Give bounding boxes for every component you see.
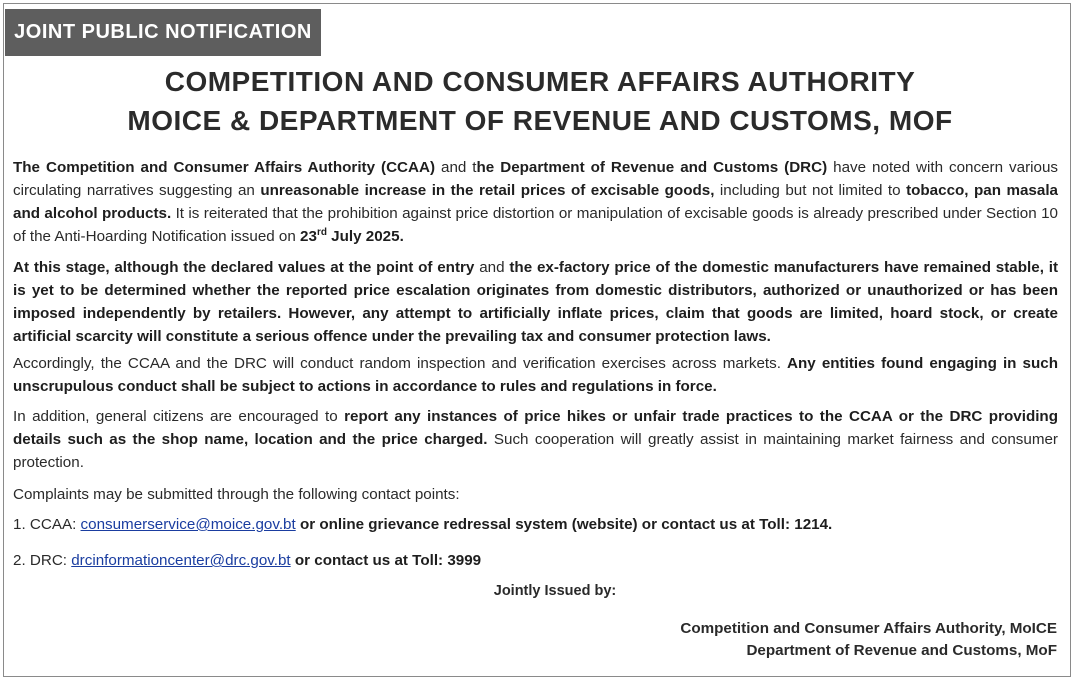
contact-ccaa — [13, 513, 1058, 536]
contact-drc-prefix: 2. DRC: — [13, 552, 72, 569]
paragraph-3 — [13, 352, 1058, 398]
p1-text-4: It is reiterated that the prohibition against price distortion or manipulation of excisable goods is already prescribed under Section 10 of the Anti-Hoarding Notification issued on — [13, 205, 1058, 245]
p1-text-2: have noted with concern various circulating narratives suggesting an — [13, 159, 1058, 199]
p1-date-month-year: July 2025. — [326, 228, 404, 245]
p1-bold-1: The Competition and Consumer Affairs Authority (CCAA) — [13, 159, 436, 176]
title-line-2: MOICE & DEPARTMENT OF REVENUE AND CUSTOMS, MOF — [127, 105, 953, 136]
p2-bold-1: At this stage, although the declared values at the point of entry — [13, 259, 475, 276]
p1-text-1: and t — [435, 159, 477, 176]
p1-bold-3: unreasonable increase in the retail prices of excisable goods, — [260, 182, 715, 199]
p1-date-day: 23 — [300, 228, 317, 245]
contact-ccaa-prefix: 1. CCAA: — [13, 516, 81, 533]
paragraph-4 — [13, 405, 1058, 474]
p1-bold-4: tobacco, pan masala and alcohol products. — [13, 182, 1058, 222]
jointly-issued-label: Jointly Issued by: — [493, 583, 617, 599]
contact-ccaa-details: or online grievance redressal system (website) or contact us at Toll: 1214. — [295, 516, 833, 533]
complaints-intro: Complaints may be submitted through the following contact points: — [13, 486, 460, 503]
p3-bold-1: Any entities found engaging in such unscrupulous conduct shall be subject to actions in accordance to rules and regulations in force. — [13, 355, 1058, 395]
p1-text-3: including but not limited to — [714, 182, 907, 199]
signature-drc: Department of Revenue and Customs, MoF — [746, 642, 1057, 659]
ccaa-email-link[interactable]: consumerservice@moice.gov.bt — [80, 516, 296, 533]
paragraph-1 — [13, 156, 1058, 248]
contact-drc-details: or contact us at Toll: 3999 — [290, 552, 482, 569]
p4-text-1: In addition, general citizens are encouraged to — [13, 408, 345, 425]
p4-text-2: Such cooperation will greatly assist in maintaining market fairness and consumer protection. — [13, 431, 1058, 471]
notification-banner: JOINT PUBLIC NOTIFICATION — [5, 9, 321, 56]
signature-ccaa: Competition and Consumer Affairs Authority, MoICE — [680, 620, 1057, 637]
p2-text-1: and — [474, 259, 510, 276]
p1-date-suffix: rd — [316, 226, 327, 238]
drc-email-link[interactable]: drcinformationcenter@drc.gov.bt — [71, 552, 291, 569]
p1-date — [300, 228, 404, 245]
paragraph-2 — [13, 256, 1058, 348]
contact-drc — [13, 549, 1058, 572]
p2-bold-2: the ex-factory price of the domestic manufacturers have remained stable, it is yet to be determined whether the reported price escalation originates from domestic distributors, authorized or unauthorized or has been imposed independently by retailers. However, any attempt to artificially inflate prices, claim that goods are limited, hoard stock, or create artificial scarcity will constitute a serious offence under the prevailing tax and consumer protection laws. — [13, 259, 1058, 345]
title-line-1: COMPETITION AND CONSUMER AFFAIRS AUTHORITY — [164, 66, 916, 97]
p3-text-1: Accordingly, the CCAA and the DRC will conduct random inspection and verification exercises across markets. — [13, 355, 788, 372]
p1-bold-2: he Department of Revenue and Customs (DRC) — [476, 159, 828, 176]
p4-bold-1: report any instances of price hikes or unfair trade practices to the CCAA or the DRC providing details such as the shop name, location and the price charged. — [13, 408, 1058, 448]
